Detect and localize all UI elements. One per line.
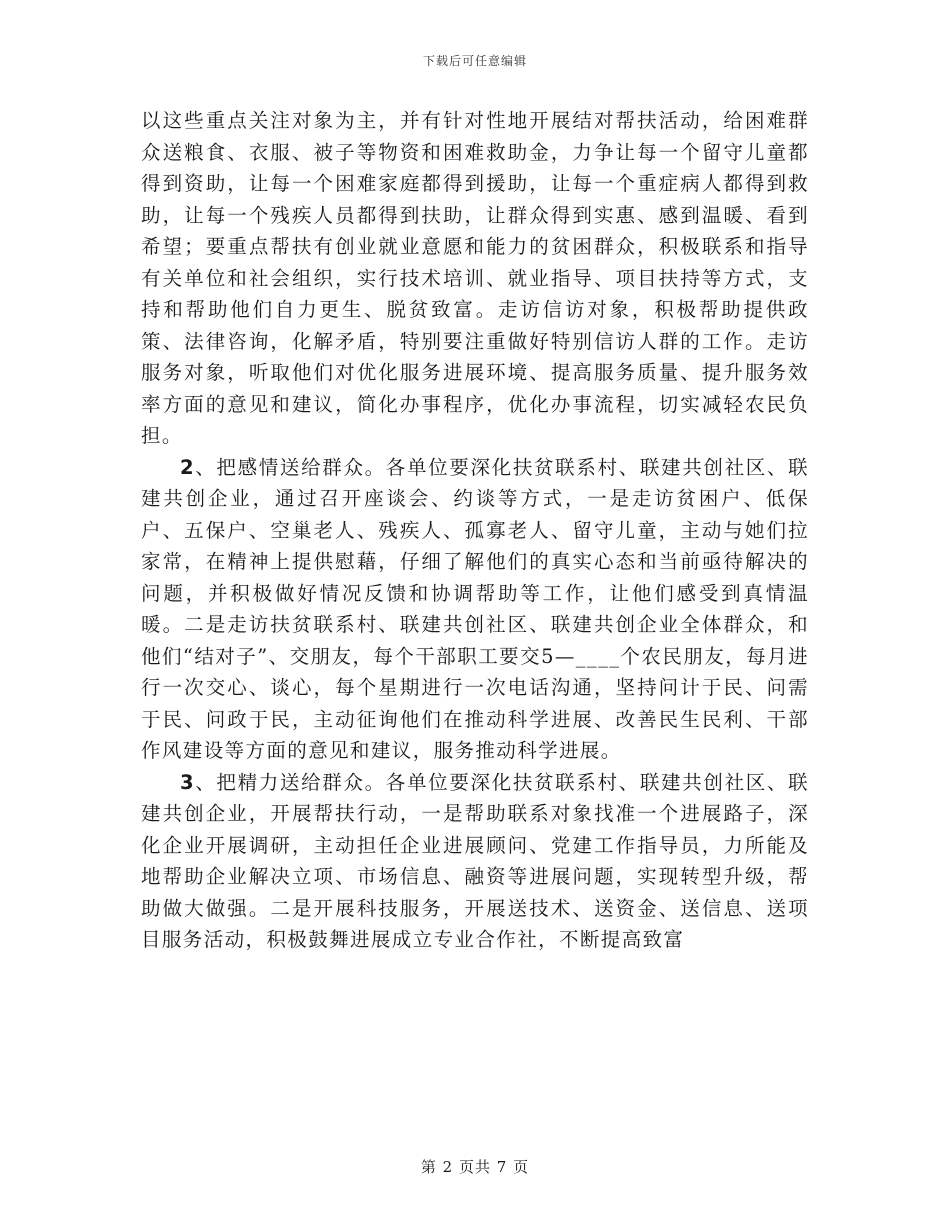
page-footer: 第 2 页共 7 页 bbox=[420, 1158, 530, 1176]
paragraph-item-3 bbox=[141, 767, 809, 956]
paragraph-number: 3 bbox=[180, 770, 195, 794]
paragraph-number: 2 bbox=[180, 455, 195, 479]
paragraph-continuation bbox=[141, 105, 809, 452]
paragraph-item-2 bbox=[141, 452, 809, 767]
page-header: 下载后可任意编辑 bbox=[422, 54, 527, 68]
paragraph-text: 、把精力送给群众。各单位要深化扶贫联系村、联建共创社区、联建共创企业，开展帮扶行动，一是帮助联系对象找准一个进展路子，深化企业开展调研，主动担任企业进展顾问、党建工作指导员，力所能及地帮助企业解决立项、市场信息、融资等进展问题，实现转型升级，帮助做大做强。二是开展科技服务，开展送技术、送资金、送信息、送项目服务活动，积极鼓舞进展成立专业合作社，不断提高致富 bbox=[141, 770, 809, 951]
paragraph-text: 以这些重点关注对象为主，并有针对性地开展结对帮扶活动，给困难群众送粮食、衣服、被子等物资和困难救助金，力争让每一个留守儿童都得到资助，让每一个困难家庭都得到援助，让每一个重症病人都得到救助，让每一个残疾人员都得到扶助，让群众得到实惠、感到温暖、看到希望；要重点帮扶有创业就业意愿和能力的贫困群众，积极联系和指导有关单位和社会组织，实行技术培训、就业指导、项目扶持等方式，支持和帮助他们自力更生、脱贫致富。走访信访对象，积极帮助提供政策、法律咨询，化解矛盾，特别要注重做好特别信访人群的工作。走访服务对象，听取他们对优化服务进展环境、提高服务质量、提升服务效率方面的意见和建议，简化办事程序，优化办事流程，切实减轻农民负担。 bbox=[141, 109, 809, 447]
paragraph-text: 、把感情送给群众。各单位要深化扶贫联系村、联建共创社区、联建共创企业，通过召开座谈会、约谈等方式，一是走访贫困户、低保户、五保户、空巢老人、残疾人、孤寡老人、留守儿童，主动与她们拉家常，在精神上提供慰藉，仔细了解他们的真实心态和当前亟待解决的问题，并积极做好情况反馈和协调帮助等工作，让他们感受到真情温暖。二是走访扶贫联系村、联建共创社区、联建共创企业全体群众，和他们“结对子”、交朋友，每个干部职工要交5—____个农民朋友，每月进行一次交心、谈心，每个星期进行一次电话沟通，坚持问计于民、问需于民、问政于民，主动征询他们在推动科学进展、改善民生民利、干部作风建设等方面的意见和建议，服务推动科学进展。 bbox=[141, 455, 809, 762]
document-body bbox=[141, 105, 809, 956]
